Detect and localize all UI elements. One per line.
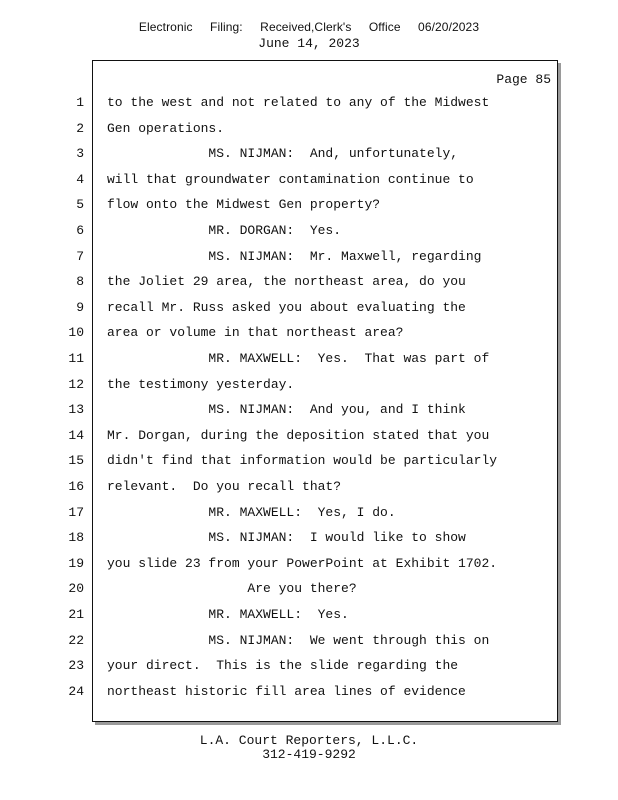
stamp-word: 06/20/2023 [418,20,480,34]
line-text: MR. MAXWELL: Yes, I do. [107,504,396,520]
line-text: Mr. Dorgan, during the deposition stated that you [107,427,490,443]
line-number: 4 [76,171,84,187]
line-text: recall Mr. Russ asked you about evaluating the [107,299,466,315]
line-number: 14 [68,427,84,443]
line-number: 7 [76,248,84,264]
line-number: 16 [68,479,84,494]
line-text: flow onto the Midwest Gen property? [107,197,381,213]
line-text: MS. NIJMAN: And, unfortunately, [107,146,459,162]
line-text: MR. DORGAN: Yes. [107,223,342,238]
line-text: MS. NIJMAN: We went through this on [107,632,490,648]
line-number: 21 [68,607,84,622]
line-text: area or volume in that northeast area? [107,325,404,341]
line-number: 1 [76,95,84,110]
stamp-word: Electronic [138,20,193,34]
line-number: 6 [76,223,84,238]
line-number: 18 [68,530,84,546]
transcript-date: June 14, 2023 [258,36,360,51]
line-number: 24 [68,683,84,699]
line-number: 10 [68,325,84,341]
line-number: 2 [76,120,84,136]
line-number: 13 [68,402,84,418]
line-number: 5 [76,197,84,213]
line-text: Gen operations. [107,120,225,136]
line-text: Are you there? [107,581,357,597]
reporter-phone: 312-419-9292 [262,747,356,762]
line-number: 17 [68,504,84,520]
line-number: 22 [68,632,84,648]
line-text: MS. NIJMAN: And you, and I think [107,402,466,418]
stamp-word: Received,Clerk's [260,20,352,34]
stamp-word: Office [368,20,401,34]
line-text: MR. MAXWELL: Yes. [107,607,349,622]
line-number: 8 [76,274,84,290]
filing-stamp [0,20,618,34]
line-number: 19 [68,555,84,571]
line-number: 3 [76,146,84,162]
line-number: 20 [68,581,84,597]
line-number: 15 [68,453,84,469]
line-number: 12 [68,376,84,392]
line-text: northeast historic fill area lines of evidence [107,683,466,699]
line-text: MS. NIJMAN: Mr. Maxwell, regarding [107,248,482,264]
line-text: relevant. Do you recall that? [107,479,342,494]
stamp-word: Filing: [210,20,243,34]
line-text: your direct. This is the slide regarding the [107,658,459,674]
line-text: the testimony yesterday. [107,376,295,392]
reporter-company: L.A. Court Reporters, L.L.C. [199,733,419,748]
line-number: 11 [68,351,84,366]
line-number: 23 [68,658,84,674]
page-number: Page 85 [496,72,551,87]
line-text: didn't find that information would be particularly [107,453,498,469]
line-number: 9 [76,299,84,315]
line-text: the Joliet 29 area, the northeast area, do you [107,274,466,290]
line-text: you slide 23 from your PowerPoint at Exhibit 1702. [107,555,498,571]
line-text: to the west and not related to any of the Midwest [107,95,490,110]
line-text: will that groundwater contamination continue to [107,171,474,187]
line-text: MR. MAXWELL: Yes. That was part of [107,351,490,366]
line-text: MS. NIJMAN: I would like to show [107,530,466,546]
